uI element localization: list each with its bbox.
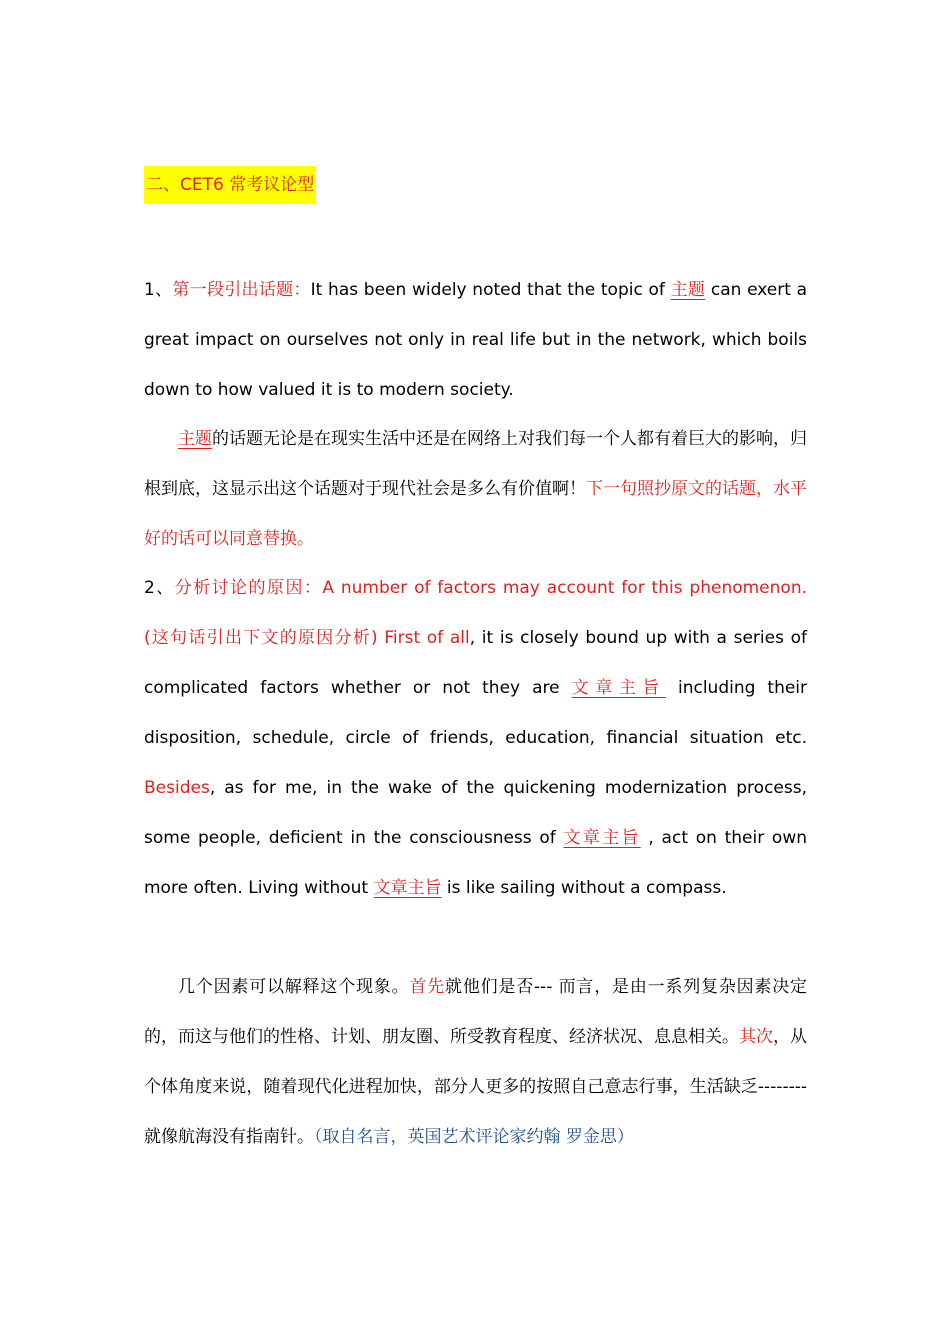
text-run: can exert a great impact on ourselves not only in real life but in the network, which boils down to how valued it is to modern society. [144, 280, 807, 400]
text-run: is like sailing without a compass. [441, 878, 727, 898]
item-label: 分析讨论的原因： [174, 578, 323, 598]
paragraph-1-chinese [144, 414, 807, 564]
text-run: , as for me, in the wake of the quickening modernization process, some people, deficient in the consciousness of [144, 778, 807, 848]
gist-placeholder: 文章主旨 [571, 678, 666, 698]
note-text: 下一句照抄原文的话题，水平好的话可以同意替换。 [144, 479, 807, 549]
topic-placeholder: 主题 [670, 280, 706, 300]
transition-word: 首先 [409, 977, 446, 997]
highlight-text: A number of factors may account for this phenomenon. (这句话引出下文的原因分析) First of all [144, 578, 807, 648]
topic-placeholder: 主题 [178, 429, 212, 449]
paragraph-2-chinese [144, 962, 807, 1162]
text-run: 的话题无论是在现实生活中还是在网络上对我们每一个人都有着巨大的影响，归根到底，这显示出这个话题对于现代社会是多么有价值啊！ [144, 429, 807, 499]
item-label: 第一段引出话题： [172, 280, 311, 300]
item-number: 2、 [144, 578, 175, 598]
text-run: , act on their own more often. Living without [144, 828, 807, 898]
transition-word: 其次 [739, 1027, 773, 1047]
item-number: 1、 [144, 280, 173, 300]
text-run: ，从个体角度来说，随着现代化进程加快，部分人更多的按照自己意志行事，生活缺乏-------- 就像航海没有指南针。 [144, 1027, 807, 1147]
text-run: 几个因素可以解释这个现象。 [178, 977, 410, 997]
text-run: 就他们是否--- 而言，是由一系列复杂因素决定的，而这与他们的性格、计划、朋友圈、所受教育程度、经济状况、息息相关。 [144, 977, 808, 1047]
paragraph-1-english [144, 265, 807, 415]
gist-placeholder: 文章主旨 [373, 878, 442, 898]
paragraph-2-english [144, 563, 807, 913]
gist-placeholder: 文章主旨 [563, 828, 641, 848]
text-run: , it is closely bound up with a series of complicated factors whether or not they are [144, 628, 807, 698]
text-run: including their disposition, schedule, circle of friends, education, financial situation etc. [144, 678, 808, 748]
quote-source: （取自名言，英国艺术评论家约翰 罗金思） [314, 1127, 634, 1147]
section-heading: 二、CET6 常考议论型 [144, 166, 316, 204]
transition-word: Besides [144, 778, 210, 798]
text-run: It has been widely noted that the topic of [310, 280, 671, 300]
